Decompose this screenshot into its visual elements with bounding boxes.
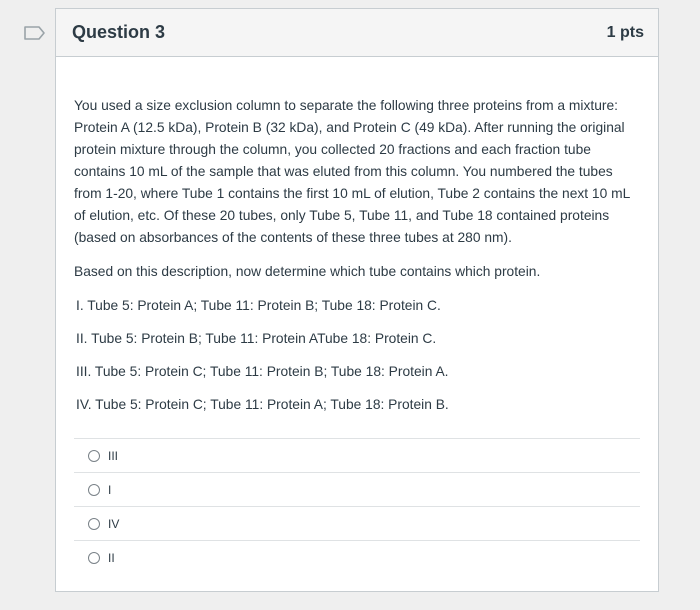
statement-4: IV. Tube 5: Protein C; Tube 11: Protein A; Tube 18: Protein B. <box>76 397 449 412</box>
answer-option-i[interactable] <box>74 472 640 506</box>
answer-label: I <box>108 482 112 497</box>
statement-1: I. Tube 5: Protein A; Tube 11: Protein B; Tube 18: Protein C. <box>76 298 441 313</box>
flag-question-icon[interactable] <box>24 26 46 40</box>
statement-3: III. Tube 5: Protein C; Tube 11: Protein B; Tube 18: Protein A. <box>76 364 449 379</box>
answer-options <box>74 438 640 574</box>
answer-label: II <box>108 550 115 565</box>
answer-label: IV <box>108 516 120 531</box>
statement-2: II. Tube 5: Protein B; Tube 11: Protein ATube 18: Protein C. <box>76 331 437 346</box>
question-card <box>55 8 659 592</box>
question-prompt: Based on this description, now determine which tube contains which protein. <box>74 264 541 279</box>
radio-button[interactable] <box>88 484 100 496</box>
radio-button[interactable] <box>88 518 100 530</box>
question-text: You used a size exclusion column to separate the following three proteins from a mixture: Protein A (12.5 kDa), Protein B (32 kDa), and Protein C (49 kDa). After running the original protein mixture through the column, you collected 20 fractions and each fraction tube contains 10 mL of the sample that was eluted from this column. You numbered the tubes from 1-20, where Tube 1 contains the first 10 mL of elution, Tube 2 contains the next 10 mL of elution, etc. Of these 20 tubes, only Tube 5, Tube 11, and Tube 18 contained proteins (based on absorbances of the contents of these three tubes at 280 nm). <box>74 98 630 245</box>
question-title: Question 3 <box>72 22 166 42</box>
question-points: 1 pts <box>606 23 644 41</box>
answer-option-ii[interactable] <box>74 540 640 574</box>
question-header <box>56 9 658 57</box>
radio-button[interactable] <box>88 450 100 462</box>
answer-label: III <box>108 448 119 463</box>
question-body <box>56 57 658 574</box>
answer-option-iii[interactable] <box>74 438 640 472</box>
answer-option-iv[interactable] <box>74 506 640 540</box>
radio-button[interactable] <box>88 552 100 564</box>
